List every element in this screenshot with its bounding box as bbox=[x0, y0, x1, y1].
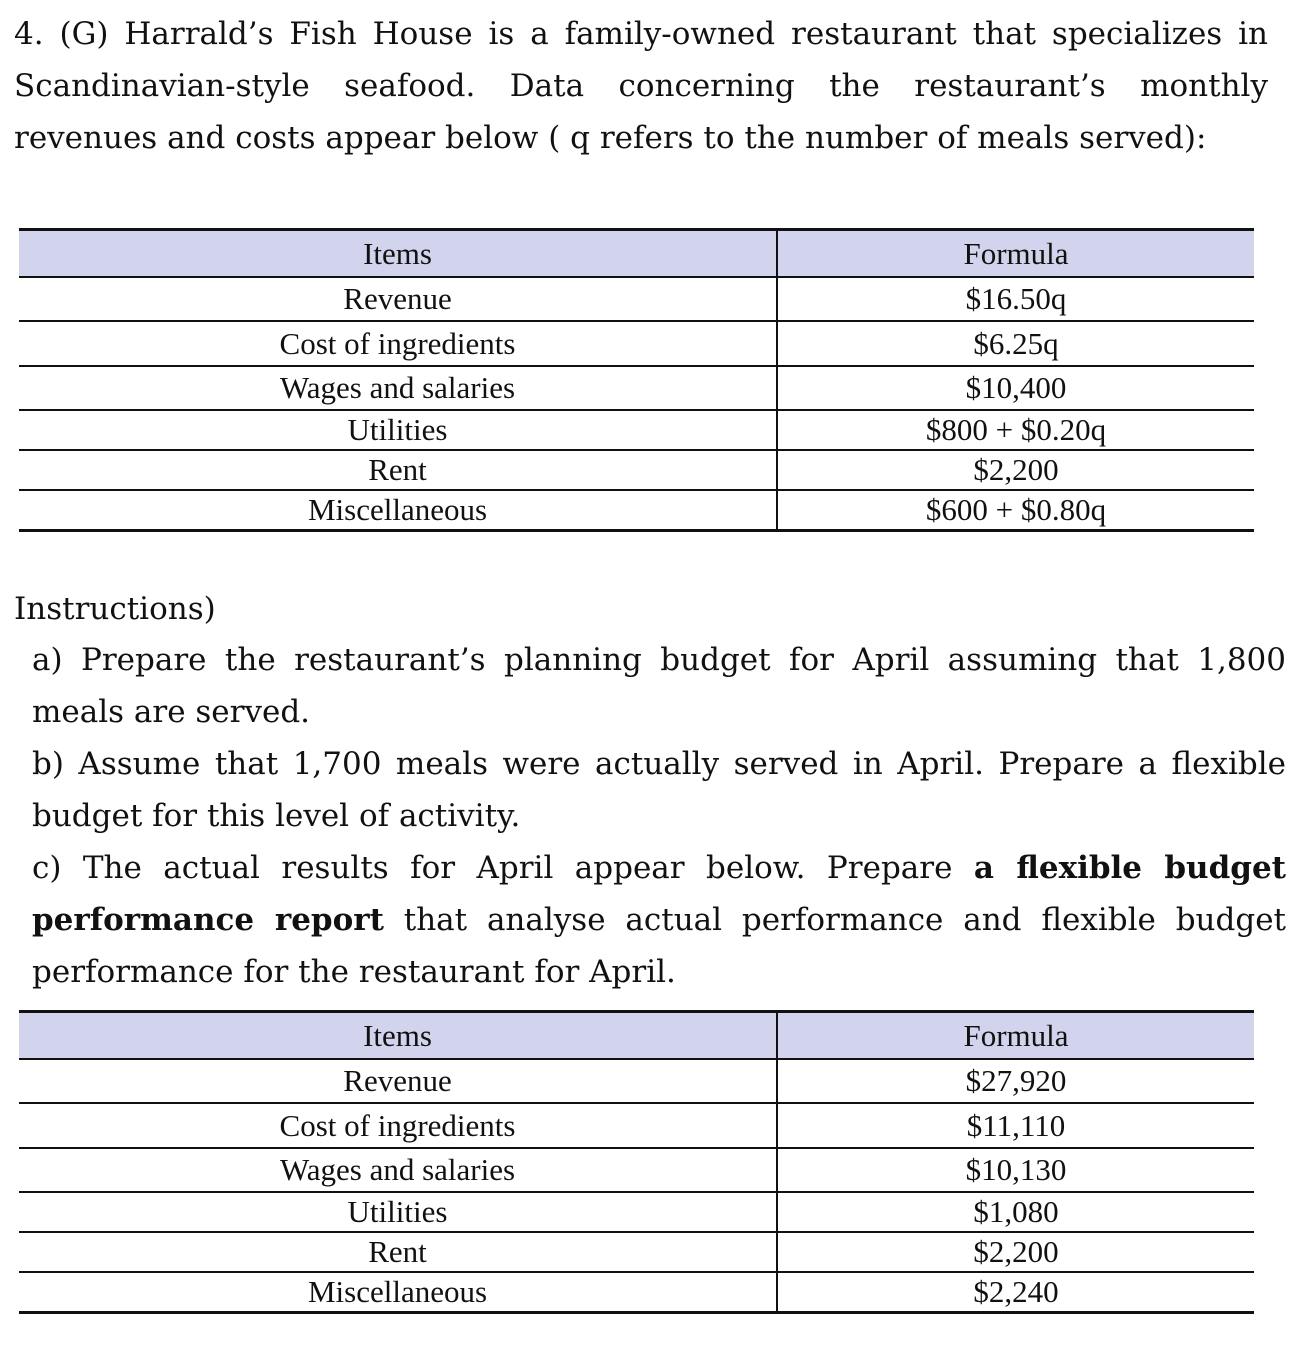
item-cell: Rent bbox=[19, 450, 777, 490]
instruction-c-emphasis: a flexible budget performance report bbox=[32, 850, 1286, 938]
formula-cell: $1,080 bbox=[777, 1192, 1254, 1232]
item-cell: Wages and salaries bbox=[19, 366, 777, 410]
instruction-a: a) Prepare the restaurant’s planning budget for April assuming that 1,800 meals are served. bbox=[32, 642, 1286, 730]
item-cell: Cost of ingredients bbox=[19, 321, 777, 366]
formula-cell: $2,240 bbox=[777, 1272, 1254, 1312]
formula-cell: $2,200 bbox=[777, 450, 1254, 490]
formula-cell: $2,200 bbox=[777, 1232, 1254, 1272]
formula-cell: $10,130 bbox=[777, 1148, 1254, 1192]
item-cell: Wages and salaries bbox=[19, 1148, 777, 1192]
table-row bbox=[19, 1232, 1254, 1272]
table-row bbox=[19, 490, 1254, 530]
cost-formula-table bbox=[19, 228, 1254, 532]
item-cell: Rent bbox=[19, 1232, 777, 1272]
table-row bbox=[19, 410, 1254, 450]
item-cell: Miscellaneous bbox=[19, 1272, 777, 1312]
table-header-row bbox=[19, 1012, 1254, 1060]
item-cell: Revenue bbox=[19, 1059, 777, 1103]
formula-cell: $6.25q bbox=[777, 321, 1254, 366]
formula-cell: $10,400 bbox=[777, 366, 1254, 410]
instructions-heading: Instructions) bbox=[14, 591, 216, 627]
formula-cell: $800 + $0.20q bbox=[777, 410, 1254, 450]
table-row bbox=[19, 1103, 1254, 1148]
formula-cell: $600 + $0.80q bbox=[777, 490, 1254, 530]
instruction-b: b) Assume that 1,700 meals were actually served in April. Prepare a flexible budget for this level of activity. bbox=[32, 746, 1286, 834]
formula-cell: $16.50q bbox=[777, 277, 1254, 321]
table-row bbox=[19, 1192, 1254, 1232]
formula-column-header: Formula bbox=[777, 1012, 1254, 1060]
actual-results-table bbox=[19, 1010, 1254, 1314]
table-row bbox=[19, 366, 1254, 410]
items-column-header: Items bbox=[19, 230, 777, 278]
formula-cell: $11,110 bbox=[777, 1103, 1254, 1148]
items-column-header: Items bbox=[19, 1012, 777, 1060]
table-row bbox=[19, 277, 1254, 321]
table-row bbox=[19, 1059, 1254, 1103]
table-row bbox=[19, 450, 1254, 490]
problem-intro: 4. (G) Harrald’s Fish House is a family-owned restaurant that specializes in Scandinavian-style seafood. Data concerning the restaurant’s monthly revenues and costs appear below ( q refers to the number of meals served): bbox=[14, 16, 1268, 156]
formula-column-header: Formula bbox=[777, 230, 1254, 278]
table-row bbox=[19, 321, 1254, 366]
item-cell: Cost of ingredients bbox=[19, 1103, 777, 1148]
item-cell: Utilities bbox=[19, 1192, 777, 1232]
table-row bbox=[19, 1148, 1254, 1192]
instruction-c-suffix: that analyse actual performance and flexible budget performance for the restaurant for April. bbox=[32, 902, 1286, 990]
formula-cell: $27,920 bbox=[777, 1059, 1254, 1103]
item-cell: Utilities bbox=[19, 410, 777, 450]
item-cell: Revenue bbox=[19, 277, 777, 321]
table-row bbox=[19, 1272, 1254, 1312]
item-cell: Miscellaneous bbox=[19, 490, 777, 530]
instruction-c-prefix: c) The actual results for April appear below. Prepare bbox=[32, 850, 974, 886]
table-header-row bbox=[19, 230, 1254, 278]
instruction-c bbox=[14, 842, 1286, 998]
